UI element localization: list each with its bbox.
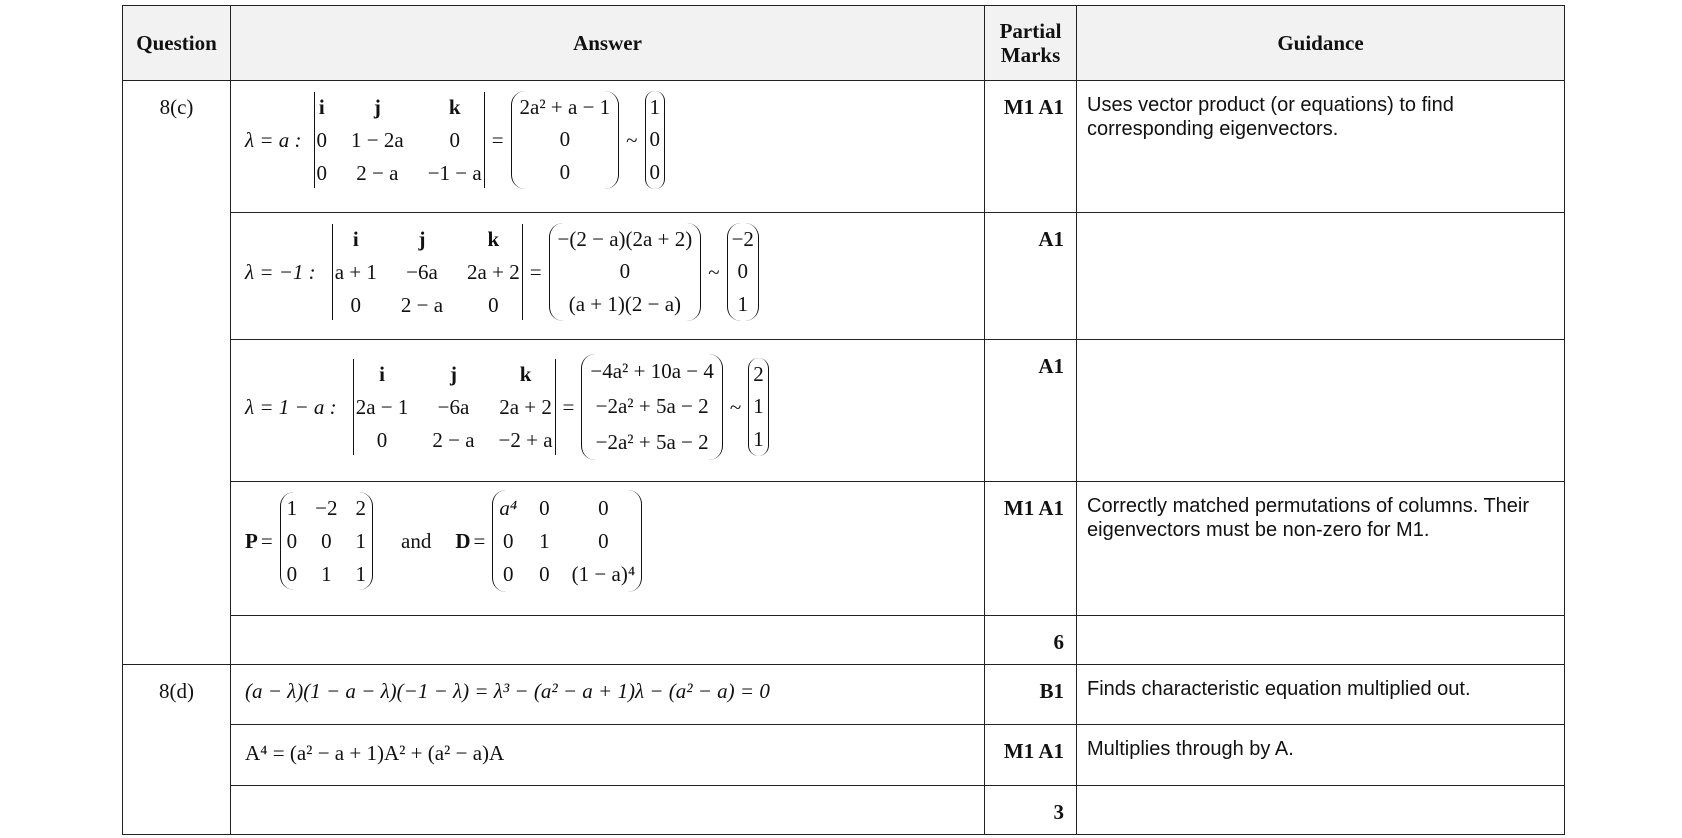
guidance-cell: Uses vector product (or equations) to find corresponding eigenvectors. [1077,81,1565,213]
vec-cell: 0 [649,127,661,152]
answer-cell: λ = a : i j k 0 1 − 2a 0 0 2 − a −1 − a = 2a² + a − 1 0 0 ~ 1 0 0 [231,81,985,213]
answer-cell [231,665,985,725]
matrix-cell: 1 [355,561,367,586]
vec-cell: 0 [649,160,661,185]
d-matrix-label: D [455,528,471,553]
header-answer: Answer [231,6,985,81]
determinant [314,92,485,188]
vec-cell: −2 [731,226,754,251]
vec-cell: 0 [559,160,571,185]
vec-cell: 1 [649,94,661,119]
p-matrix [280,492,373,590]
total-marks-cell: 3 [985,786,1077,835]
marks-cell: M1 A1 [985,81,1077,213]
table-row [123,340,1565,482]
marks-cell: B1 [985,665,1077,725]
det-cell: i [318,94,325,119]
det-cell: i [352,226,359,251]
det-cell: 2a − 1 [355,394,409,419]
header-row [123,6,1565,81]
a4-equation: A⁴ = (a² − a + 1)A² + (a² − a)A [245,741,505,765]
det-cell: 2 − a [356,160,399,185]
header-marks: Marks [1000,43,1061,67]
matrix-cell: 0 [503,528,514,553]
mark-scheme-table [122,5,1565,835]
matrix-cell: 0 [286,528,298,553]
matrix-cell: 2 [355,495,367,520]
table-row [123,213,1565,340]
guidance-cell: Multiplies through by A. [1077,725,1565,786]
det-cell: i [379,361,385,386]
vec-cell: −4a² + 10a − 4 [590,359,714,384]
guidance-cell: Finds characteristic equation multiplied out. [1077,665,1565,725]
guidance-cell: Correctly matched permutations of columns. Their eigenvectors must be non-zero for M1. [1077,482,1565,616]
d-matrix [492,490,642,592]
answer-cell [231,786,985,835]
table-row [123,786,1565,835]
vec-cell: 0 [559,127,571,152]
p-matrix-label: P [245,528,258,553]
matrix-cell: 0 [598,495,609,520]
guidance-cell [1077,616,1565,665]
vec-cell: (a + 1)(2 − a) [568,292,682,317]
det-cell: 0 [449,127,460,152]
matrix-cell: 0 [598,528,609,553]
marks-cell: A1 [985,213,1077,340]
question-label-8c: 8(c) [123,81,231,665]
guidance-cell [1077,340,1565,482]
determinant [332,224,523,320]
det-cell: −1 − a [427,160,482,185]
det-cell: 1 − 2a [351,127,404,152]
matrix-cell: a⁴ [499,495,518,520]
vec-cell: −2a² + 5a − 2 [595,394,709,419]
question-label-8d: 8(d) [123,665,231,835]
matrix-cell: 0 [286,561,298,586]
det-cell: 2 − a [432,427,475,452]
vec-cell: 1 [753,427,764,452]
det-cell: j [449,361,457,386]
header-question: Question [123,6,231,81]
answer-cell: λ = 1 − a : i j k 2a − 1 −6a 2a + 2 0 2 − a −2 + a = −4a² + 10a − 4 −2a² + 5a − 2 −2a² + 5a − 2 ~ 2 1 1 [231,340,985,482]
characteristic-equation: (a − λ)(1 − a − λ)(−1 − λ) = λ³ − (a² − a + 1)λ − (a² − a) = 0 [245,679,770,703]
table-row [123,482,1565,616]
marks-cell: A1 [985,340,1077,482]
det-cell: a + 1 [334,259,377,284]
lambda-label: λ = −1 : [245,259,316,284]
det-cell: 0 [316,160,328,185]
matrix-cell: −2 [315,495,338,520]
det-cell: −6a [437,394,470,419]
det-cell: 2a + 2 [467,259,520,284]
guidance-cell [1077,213,1565,340]
vec-cell: 1 [753,394,764,419]
det-cell: 2 − a [400,292,444,317]
det-cell: −2 + a [498,427,553,452]
matrix-cell: 1 [321,561,332,586]
total-marks-cell: 6 [985,616,1077,665]
matrix-cell: (1 − a)⁴ [571,561,636,586]
matrix-cell: 1 [286,495,298,520]
matrix-cell: 0 [539,495,550,520]
answer-cell: P = 1 −2 2 0 0 1 0 1 1 and D = a⁴ 0 0 0 1 0 0 0 (1 − a)⁴ [231,482,985,616]
vec-cell: −(2 − a)(2a + 2) [557,226,693,251]
marks-cell: M1 A1 [985,725,1077,786]
answer-cell [231,616,985,665]
header-partial-marks [985,6,1077,81]
vec-cell: −2a² + 5a − 2 [595,429,709,454]
det-cell: 0 [316,127,328,152]
det-cell: k [448,94,461,119]
det-cell: j [418,226,426,251]
eigenvector [645,91,666,189]
det-cell: j [373,94,381,119]
matrix-cell: 0 [503,561,514,586]
det-cell: 0 [488,292,499,317]
eigenvector [727,223,759,321]
lambda-label: λ = 1 − a : [245,394,337,419]
vec-cell: 2 [753,361,764,386]
matrix-cell: 1 [355,528,367,553]
header-partial: Partial [999,19,1062,43]
and-text: and [401,528,432,553]
vec-cell: 0 [619,259,631,284]
vec-cell: 0 [737,259,748,284]
matrix-cell: 1 [539,528,550,553]
det-cell: 2a + 2 [499,394,552,419]
guidance-cell [1077,786,1565,835]
det-cell: −6a [406,259,438,284]
table-row [123,665,1565,725]
matrix-cell: 0 [539,561,550,586]
answer-cell: λ = −1 : i j k a + 1 −6a 2a + 2 0 2 − a 0 = −(2 − a)(2a + 2) 0 (a + 1)(2 − a) ~ −2 0 1 [231,213,985,340]
matrix-cell: 0 [321,528,332,553]
result-vector [581,354,722,460]
header-guidance: Guidance [1077,6,1565,81]
det-cell: k [519,361,532,386]
result-vector [511,91,620,189]
table-row [123,81,1565,213]
det-cell: k [487,226,500,251]
table-row [123,725,1565,786]
vec-cell: 1 [737,292,748,317]
vec-cell: 2a² + a − 1 [519,94,611,119]
answer-cell [231,725,985,786]
table-row [123,616,1565,665]
result-vector [549,223,702,321]
det-cell: 0 [350,292,362,317]
determinant [353,359,556,455]
det-cell: 0 [376,427,388,452]
lambda-label: λ = a : [245,127,302,152]
eigenvector [748,358,769,456]
marks-cell: M1 A1 [985,482,1077,616]
